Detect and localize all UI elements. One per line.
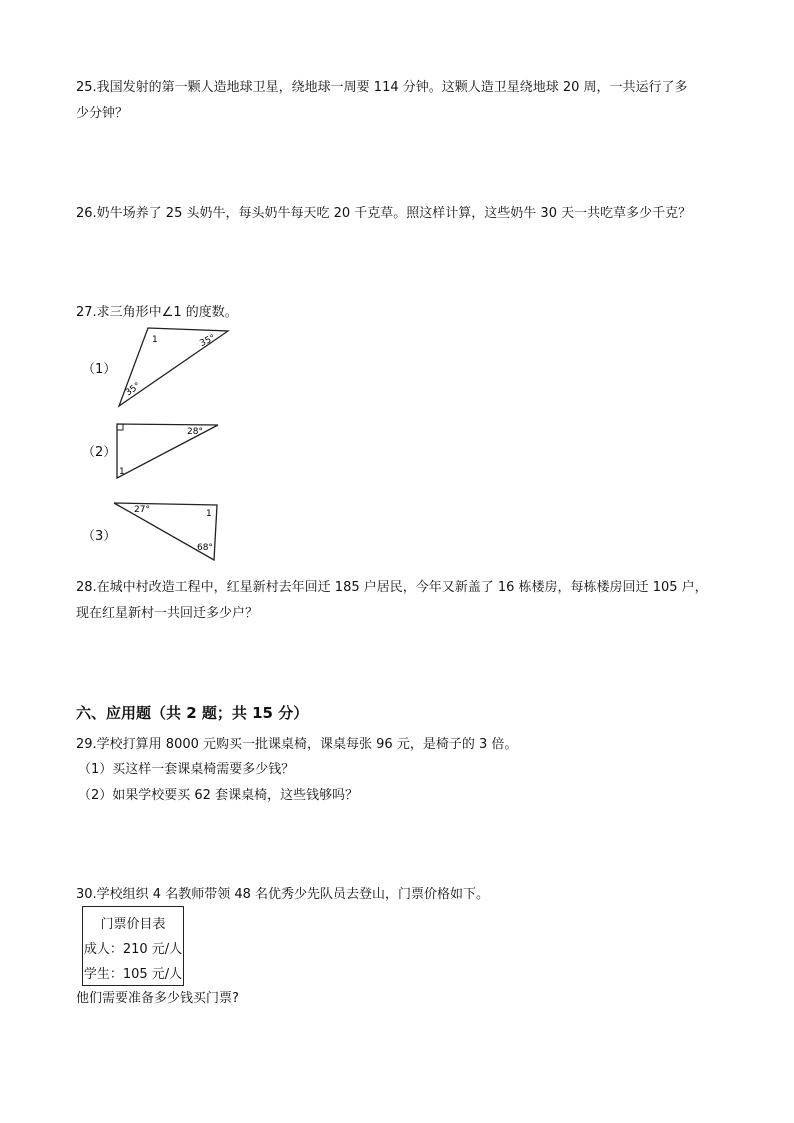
triangle-2-angle-28: 28° <box>187 427 203 437</box>
triangle-1 <box>112 322 236 412</box>
triangle-3-angle-1: 1 <box>206 509 212 519</box>
ticket-student-price: 学生：105 元/人 <box>83 967 183 982</box>
q26-text: 26.奶牛场养了 25 头奶牛，每头奶牛每天吃 20 千克草。照这样计算，这些奶牛 30 天一共吃草多少千克？ <box>76 206 692 221</box>
q30-question: 他们需要准备多少钱买门票? <box>76 991 239 1006</box>
q29-text: 29.学校打算用 8000 元购买一批课桌椅，课桌每张 96 元，是椅子的 3 倍。 <box>76 737 518 752</box>
triangle-2-angle-1: 1 <box>119 467 125 477</box>
q27-text: 27.求三角形中∠1 的度数。 <box>76 305 238 320</box>
q25-line1: 25.我国发射的第一颗人造地球卫星，绕地球一周要 114 分钟。这颗人造卫星绕地球 20 周，一共运行了多 <box>76 80 688 95</box>
q29-sub2: （2）如果学校要买 62 套课桌椅，这些钱够吗？ <box>78 788 359 803</box>
q27-item3-label: （3） <box>82 529 117 544</box>
ticket-table-title: 门票价目表 <box>100 917 166 932</box>
q28-line2: 现在红星新村一共回迁多少户？ <box>76 606 259 621</box>
ticket-adult-price: 成人：210 元/人 <box>83 942 183 957</box>
q30-text: 30.学校组织 4 名教师带领 48 名优秀少先队员去登山，门票价格如下。 <box>76 887 490 902</box>
triangle-3-angle-68: 68° <box>197 543 213 553</box>
section-6-heading: 六、应用题（共 2 题；共 15 分） <box>76 704 309 722</box>
q28-line1: 28.在城中村改造工程中，红星新村去年回迁 185 户居民，今年又新盖了 16 栋楼房，每栋楼房回迁 105 户， <box>76 580 708 595</box>
q27-item2-label: （2） <box>82 445 117 460</box>
triangle-1-angle-1: 1 <box>152 335 158 345</box>
triangle-1-angle-bottom: 35° <box>123 381 143 399</box>
triangle-3 <box>110 498 224 564</box>
q29-sub1: （1）买这样一套课桌椅需要多少钱？ <box>78 762 295 777</box>
q27-item1-label: （1） <box>82 362 117 377</box>
triangle-2 <box>112 420 224 482</box>
ticket-price-table <box>82 906 184 986</box>
triangle-3-angle-27: 27° <box>134 505 150 515</box>
triangle-1-angle-top-right: 35° <box>198 333 218 350</box>
q25-line2: 少分钟？ <box>76 106 129 121</box>
